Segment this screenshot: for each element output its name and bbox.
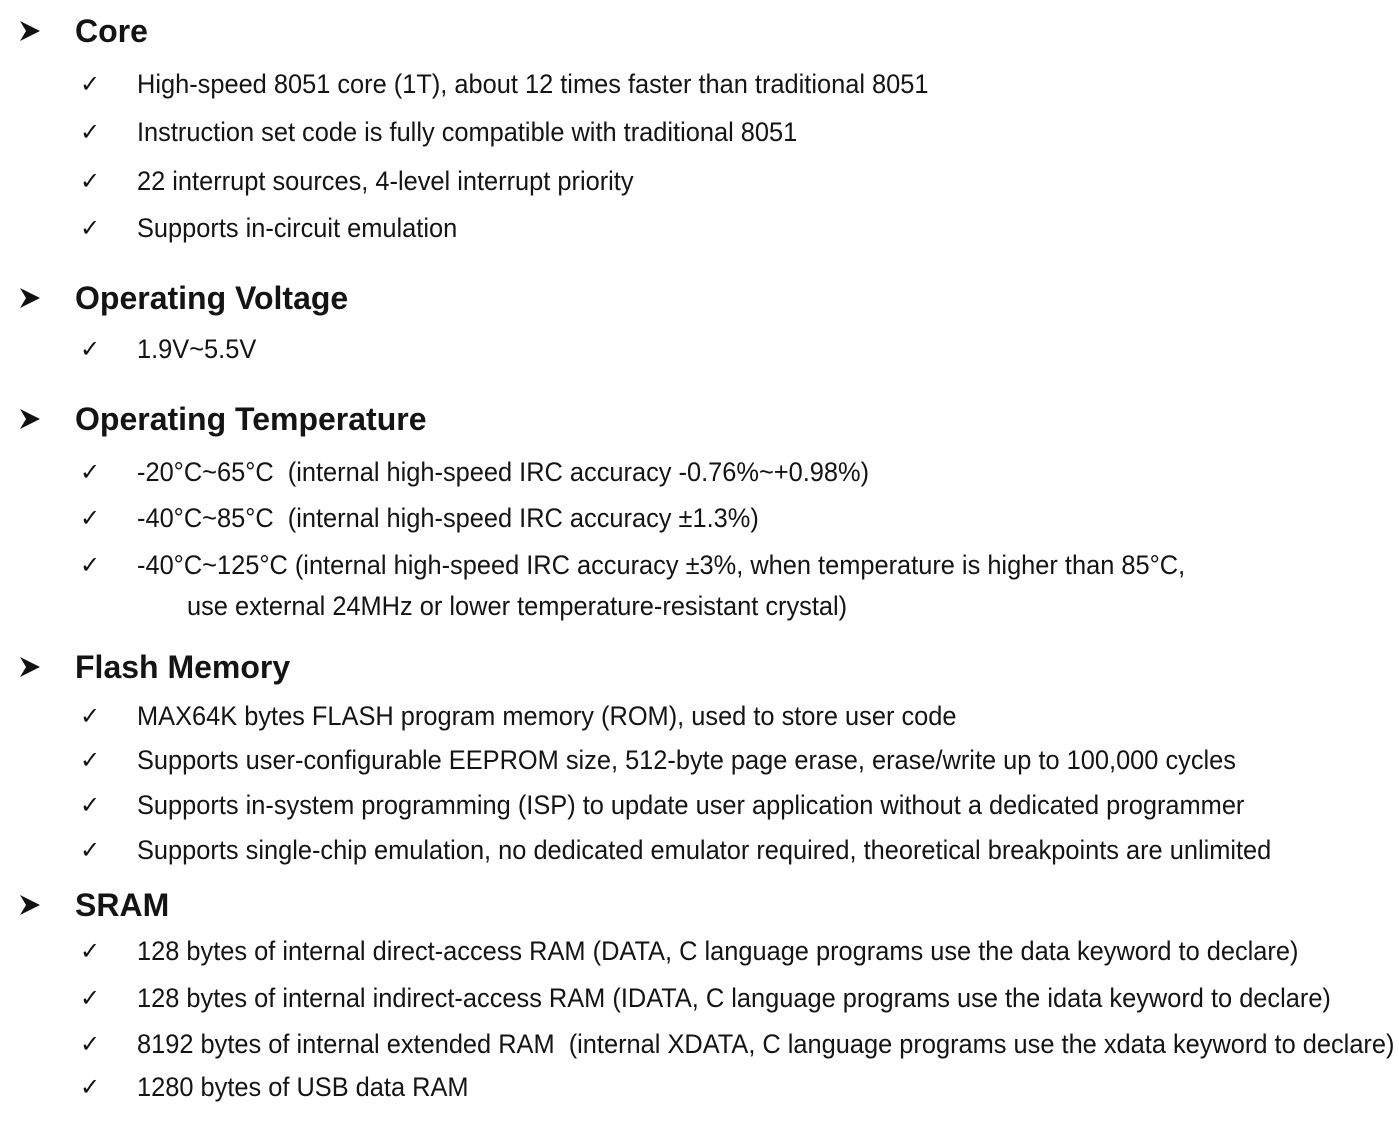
checkmark-icon: ✓ <box>80 984 101 1012</box>
checkmark-icon: ✓ <box>80 214 101 242</box>
section-sram <box>0 885 1399 925</box>
section-heading <box>0 885 1399 925</box>
checkmark-icon: ✓ <box>80 1073 101 1101</box>
arrowhead-icon <box>18 19 42 43</box>
heading-sram: SRAM <box>75 887 170 923</box>
item-text: Supports single-chip emulation, no dedicated emulator required, theoretical breakpoints are unlimited <box>137 835 1272 865</box>
checkmark-icon: ✓ <box>80 118 101 146</box>
heading-flash-memory: Flash Memory <box>75 649 291 685</box>
item-continuation-text: use external 24MHz or lower temperature-resistant crystal) <box>187 591 848 621</box>
item-text: 128 bytes of internal indirect-access RAM (IDATA, C language programs use the idata keyword to declare) <box>137 983 1331 1013</box>
section-core <box>0 11 1399 51</box>
heading-operating-voltage: Operating Voltage <box>75 280 349 316</box>
heading-operating-temperature: Operating Temperature <box>75 401 427 437</box>
item-text: MAX64K bytes FLASH program memory (ROM), used to store user code <box>137 701 957 731</box>
arrowhead-icon <box>18 893 42 917</box>
item-text: -20°C~65°C (internal high-speed IRC accuracy -0.76%~+0.98%) <box>137 457 870 487</box>
section-operating-temperature <box>0 399 1399 439</box>
checkmark-icon: ✓ <box>80 335 101 363</box>
item-text: 1280 bytes of USB data RAM <box>137 1072 469 1102</box>
checkmark-icon: ✓ <box>80 937 101 965</box>
item-text: -40°C~125°C (internal high-speed IRC accuracy ±3%, when temperature is higher than 85°C, <box>137 550 1186 580</box>
item-text: 128 bytes of internal direct-access RAM (DATA, C language programs use the data keyword to declare) <box>137 936 1299 966</box>
checkmark-icon: ✓ <box>80 746 101 774</box>
item-text: Supports in-system programming (ISP) to update user application without a dedicated programmer <box>137 790 1245 820</box>
item-text: 8192 bytes of internal extended RAM (internal XDATA, C language programs use the xdata keyword to declare) <box>137 1029 1395 1059</box>
heading-core: Core <box>75 13 148 49</box>
item-text: Supports user-configurable EEPROM size, 512-byte page erase, erase/write up to 100,000 cycles <box>137 745 1236 775</box>
section-heading <box>0 647 1399 687</box>
checkmark-icon: ✓ <box>80 836 101 864</box>
item-text: -40°C~85°C (internal high-speed IRC accuracy ±1.3%) <box>137 503 759 533</box>
section-heading <box>0 278 1399 318</box>
item-text: 1.9V~5.5V <box>137 334 257 364</box>
item-text: 22 interrupt sources, 4-level interrupt priority <box>137 166 634 196</box>
checkmark-icon: ✓ <box>80 458 101 486</box>
checkmark-icon: ✓ <box>80 551 101 579</box>
section-heading <box>0 399 1399 439</box>
checkmark-icon: ✓ <box>80 167 101 195</box>
checkmark-icon: ✓ <box>80 791 101 819</box>
section-heading <box>0 11 1399 51</box>
arrowhead-icon <box>18 407 42 431</box>
checkmark-icon: ✓ <box>80 70 101 98</box>
checkmark-icon: ✓ <box>80 702 101 730</box>
item-text: High-speed 8051 core (1T), about 12 times faster than traditional 8051 <box>137 69 929 99</box>
section-flash-memory <box>0 647 1399 687</box>
section-operating-voltage <box>0 278 1399 318</box>
item-text: Supports in-circuit emulation <box>137 213 458 243</box>
item-text: Instruction set code is fully compatible with traditional 8051 <box>137 117 798 147</box>
checkmark-icon: ✓ <box>80 504 101 532</box>
arrowhead-icon <box>18 655 42 679</box>
arrowhead-icon <box>18 286 42 310</box>
checkmark-icon: ✓ <box>80 1030 101 1058</box>
